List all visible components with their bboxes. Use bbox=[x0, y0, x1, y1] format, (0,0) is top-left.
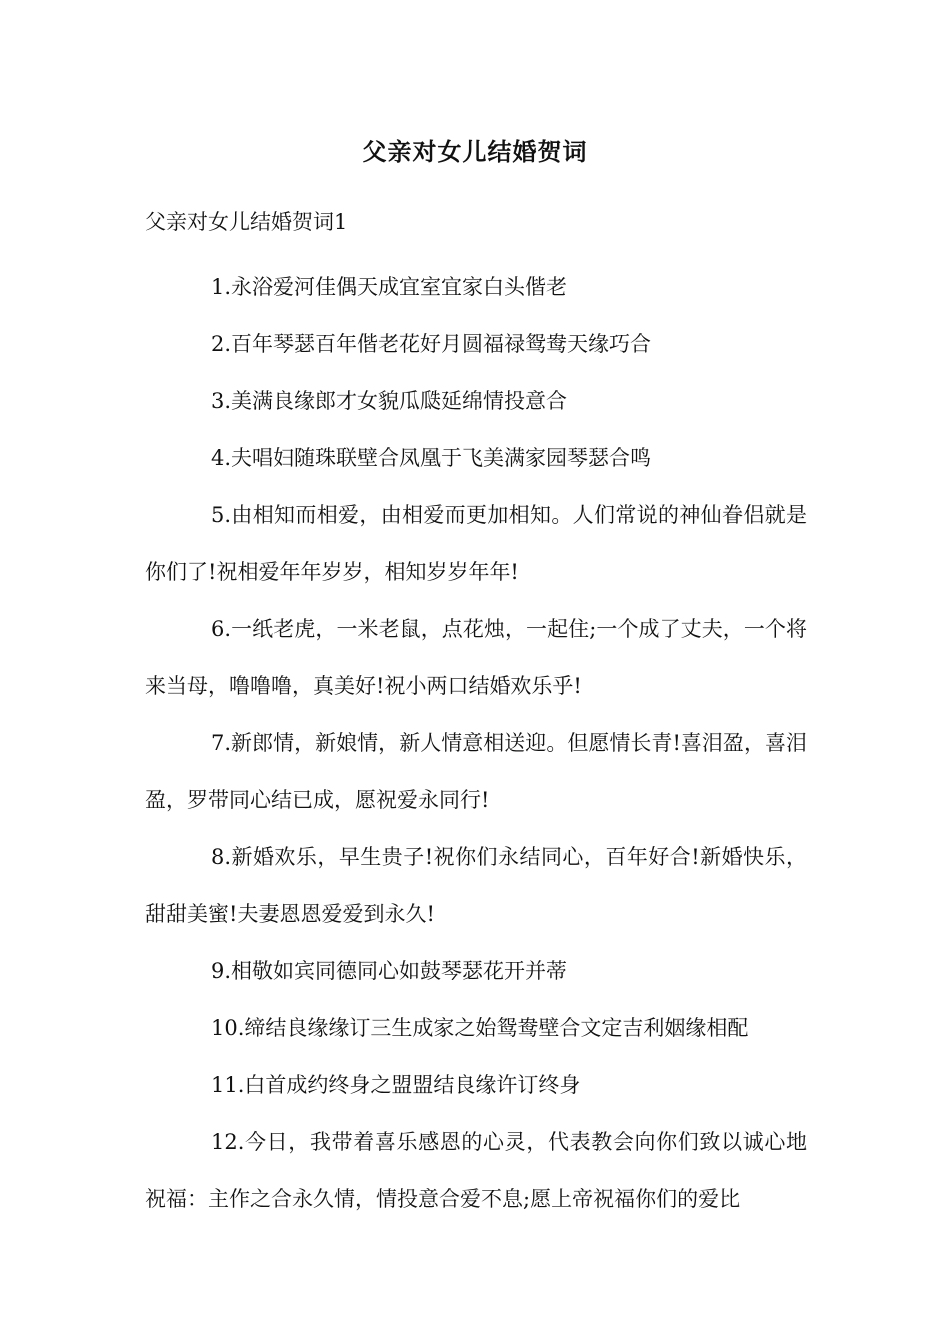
document-title: 父亲对女儿结婚贺词 bbox=[362, 137, 588, 166]
paragraph-11: 11.白首成约终身之盟盟结良缘许订终身 bbox=[211, 1073, 581, 1097]
paragraph-1: 1.永浴爱河佳偶天成宜室宜家白头偕老 bbox=[211, 275, 568, 299]
paragraph-4: 4.夫唱妇随珠联壁合凤凰于飞美满家园琴瑟合鸣 bbox=[211, 446, 652, 470]
paragraph-9: 9.相敬如宾同德同心如鼓琴瑟花开并蒂 bbox=[211, 959, 568, 983]
section-heading: 父亲对女儿结婚贺词1 bbox=[145, 210, 348, 234]
paragraph-2: 2.百年琴瑟百年偕老花好月圆福禄鸳鸯天缘巧合 bbox=[211, 332, 652, 356]
paragraph-12: 12.今日，我带着喜乐感恩的心灵，代表教会向你们致以诚心地祝福：主作之合永久情，情投意合爱不息;愿上帝祝福你们的爱比 bbox=[145, 1130, 807, 1211]
paragraph-5: 5.由相知而相爱，由相爱而更加相知。人们常说的神仙眷侣就是你们了!祝相爱年年岁岁，相知岁岁年年! bbox=[145, 503, 807, 584]
document-body bbox=[145, 259, 807, 1228]
paragraph-6: 6.一纸老虎，一米老鼠，点花烛，一起住;一个成了丈夫，一个将来当母，噜噜噜，真美好!祝小两口结婚欢乐乎! bbox=[145, 617, 807, 698]
paragraph-3: 3.美满良缘郎才女貌瓜瓞延绵情投意合 bbox=[211, 389, 568, 413]
paragraph-7: 7.新郎情，新娘情，新人情意相送迎。但愿情长青!喜泪盈，喜泪盈，罗带同心结已成，愿祝爱永同行! bbox=[145, 731, 807, 812]
paragraph-10: 10.缔结良缘缘订三生成家之始鸳鸯壁合文定吉利姻缘相配 bbox=[211, 1016, 749, 1040]
paragraph-8: 8.新婚欢乐，早生贵子!祝你们永结同心，百年好合!新婚快乐，甜甜美蜜!夫妻恩恩爱爱到永久! bbox=[145, 845, 807, 926]
